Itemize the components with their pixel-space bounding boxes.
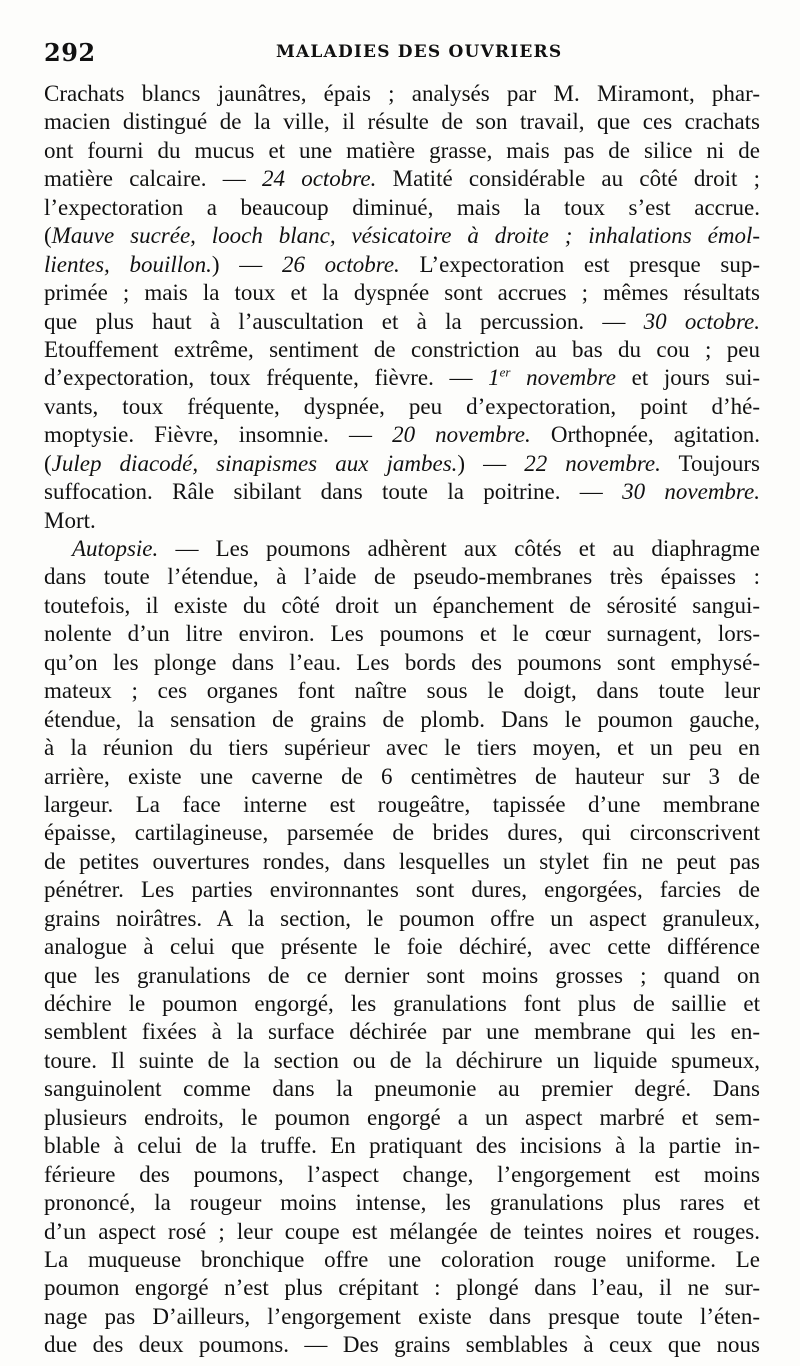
text-line	[44, 80, 760, 108]
text-line	[44, 393, 760, 421]
text-run: étendue, la sensation de grains de plomb. Dans le poumon gauche,	[44, 706, 760, 732]
text-line	[44, 336, 760, 364]
text-run: d’un aspect rosé ; leur coupe est mélangée de teintes noires et rouges.	[44, 1218, 760, 1244]
text-run: ) —	[211, 251, 282, 277]
text-line	[44, 1132, 760, 1160]
text-line	[44, 706, 760, 734]
text-line	[44, 649, 760, 677]
text-run: épaisse, cartilagineuse, parsemée de brides dures, qui circonscrivent	[44, 820, 760, 846]
italic-text: Julep diacodé, sinapismes aux jambes.	[51, 450, 458, 476]
text-run: (	[44, 223, 52, 249]
text-line	[44, 592, 760, 620]
text-line	[44, 478, 760, 506]
text-line	[44, 1047, 760, 1075]
text-line	[44, 1218, 760, 1246]
text-run: prononcé, la rougeur moins intense, les granulations plus rares et	[44, 1190, 760, 1216]
text-run: que plus haut à l’auscultation et à la percussion. —	[44, 308, 644, 334]
italic-text: 30 novembre.	[622, 479, 760, 505]
text-run: Crachats blancs jaunâtres, épais ; analysés par M. Miramont, phar-	[44, 81, 760, 106]
text-line	[44, 251, 760, 279]
text-run: — Les poumons adhèrent aux côtés et au diaphragme	[158, 536, 760, 561]
text-line	[44, 1075, 760, 1103]
text-line	[44, 1018, 760, 1046]
italic-text: novembre	[510, 365, 616, 391]
text-line	[44, 165, 760, 193]
text-line	[44, 364, 760, 392]
text-line	[44, 677, 760, 705]
text-run: largeur. La face interne est rougeâtre, tapissée d’une membrane	[44, 791, 760, 817]
text-line	[44, 1161, 760, 1189]
text-line	[44, 1274, 760, 1302]
text-run: macien distingué de la ville, il résulte de son travail, que ces crachats	[44, 109, 760, 135]
text-run: mateux ; ces organes font naître sous le doigt, dans toute leur	[44, 678, 760, 704]
text-run: déchire le poumon engorgé, les granulations font plus de saillie et	[44, 991, 760, 1016]
text-line	[44, 194, 760, 222]
text-run: matière calcaire. —	[44, 166, 262, 192]
text-run: que les granulations de ce dernier sont moins grosses ; quand on	[44, 962, 760, 988]
text-line	[44, 450, 760, 478]
text-run: primée ; mais la toux et la dyspnée sont accrues ; mêmes résultats	[44, 280, 760, 306]
text-run: arrière, existe une caverne de 6 centimètres de hauteur sur 3 de	[44, 763, 760, 789]
text-line	[44, 905, 760, 933]
text-run: poumon engorgé n’est plus crépitant : plongé dans l’eau, il ne sur-	[44, 1275, 760, 1301]
text-run: d’expectoration, toux fréquente, fièvre. —	[44, 365, 489, 391]
text-run: (	[44, 450, 52, 476]
text-line	[44, 620, 760, 648]
text-line	[44, 819, 760, 847]
text-line	[44, 763, 760, 791]
running-title: MALADIES DES OUVRIERS	[276, 42, 563, 62]
italic-text: lientes, bouillon.	[44, 251, 212, 277]
text-line	[44, 279, 760, 307]
text-run: Matité considérable au côté droit ;	[376, 166, 761, 192]
text-run: moptysie. Fièvre, insomnie. —	[44, 422, 393, 448]
text-run: toutefois, il existe du côté droit un épanchement de sérosité sangui-	[44, 592, 760, 618]
text-run: semblent fixées à la surface déchirée par une membrane qui les en-	[44, 1019, 760, 1045]
text-run: nage pas D’ailleurs, l’engorgement existe dans presque toute l’éten-	[44, 1303, 760, 1329]
text-run: Etouffement extrême, sentiment de constriction au bas du cou ; peu	[44, 336, 760, 362]
text-run: qu’on les plonge dans l’eau. Les bords des poumons sont emphysé-	[44, 649, 760, 675]
text-line	[44, 962, 760, 990]
text-line	[44, 308, 760, 336]
text-run: La muqueuse bronchique offre une coloration rouge uniforme. Le	[44, 1246, 760, 1272]
italic-text: Autopsie.	[72, 536, 159, 561]
text-line	[44, 848, 760, 876]
text-line	[44, 535, 760, 563]
text-run: sanguinolent comme dans la pneumonie au premier degré. Dans	[44, 1076, 760, 1102]
text-run: toure. Il suinte de la section ou de la déchirure un liquide spumeux,	[44, 1047, 760, 1073]
text-run: L’expectoration est presque sup-	[399, 251, 760, 277]
text-line	[44, 990, 760, 1018]
italic-text: 26 octobre.	[281, 251, 400, 277]
text-run: suffocation. Râle sibilant dans toute la poitrine. —	[44, 479, 623, 505]
italic-text: 30 octobre.	[643, 308, 760, 334]
text-run: Toujours	[660, 450, 760, 476]
body-text	[44, 80, 761, 1358]
text-line	[44, 734, 760, 762]
text-run: nolente d’un litre environ. Les poumons et le cœur surnagent, lors-	[44, 621, 760, 647]
text-line	[44, 137, 760, 165]
text-line	[44, 563, 760, 591]
text-run: vants, toux fréquente, dyspnée, peu d’expectoration, point d’hé-	[44, 393, 760, 419]
italic-text: 24 octobre.	[261, 166, 377, 192]
text-run: blable à celui de la truffe. En pratiquant des incisions à la partie in-	[44, 1133, 760, 1159]
page-header	[44, 34, 760, 70]
text-run: analogue à celui que présente le foie déchiré, avec cette différence	[44, 934, 760, 960]
text-run: férieure des poumons, l’aspect change, l’engorgement est moins	[44, 1161, 760, 1187]
text-line	[44, 1104, 760, 1132]
text-line	[44, 421, 760, 449]
text-run: plusieurs endroits, le poumon engorgé a un aspect marbré et sem-	[44, 1104, 760, 1130]
text-line	[44, 1246, 760, 1274]
page-number: 292	[44, 38, 96, 67]
text-line	[44, 1189, 760, 1217]
text-line	[44, 108, 760, 136]
text-line	[44, 791, 760, 819]
italic-text: 20 novembre.	[392, 422, 531, 448]
italic-text: er	[499, 364, 511, 380]
text-run: ont fourni du mucus et une matière grasse, mais pas de silice ni de	[44, 137, 760, 163]
text-run: et jours sui-	[615, 365, 760, 391]
text-run: ) —	[457, 450, 525, 476]
text-line	[44, 507, 760, 535]
text-line	[44, 933, 760, 961]
text-run: dans toute l’étendue, à l’aide de pseudo-membranes très épaisses :	[44, 564, 760, 590]
text-line	[44, 1303, 760, 1331]
italic-text: 22 novembre.	[524, 450, 661, 476]
text-line	[44, 222, 760, 250]
text-line	[44, 876, 760, 904]
text-run: grains noirâtres. A la section, le poumon offre un aspect granuleux,	[44, 905, 760, 931]
text-run: Orthopnée, agitation.	[530, 422, 760, 448]
italic-text: 1	[488, 365, 500, 391]
text-run: pénétrer. Les parties environnantes sont dures, engorgées, farcies de	[44, 877, 760, 903]
text-run: l’expectoration a beaucoup diminué, mais la toux s’est accrue.	[44, 194, 760, 220]
text-run: Mort.	[44, 507, 96, 533]
italic-text: Mauve sucrée, looch blanc, vésicatoire à droite ; inhalations émol-	[51, 223, 760, 249]
text-run: à la réunion du tiers supérieur avec le tiers moyen, et un peu en	[44, 735, 760, 761]
text-run: due des deux poumons. — Des grains semblables à ceux que nous	[44, 1332, 760, 1358]
text-run: de petites ouvertures rondes, dans lesquelles un stylet fin ne peut pas	[44, 848, 760, 874]
text-line	[44, 1331, 760, 1359]
